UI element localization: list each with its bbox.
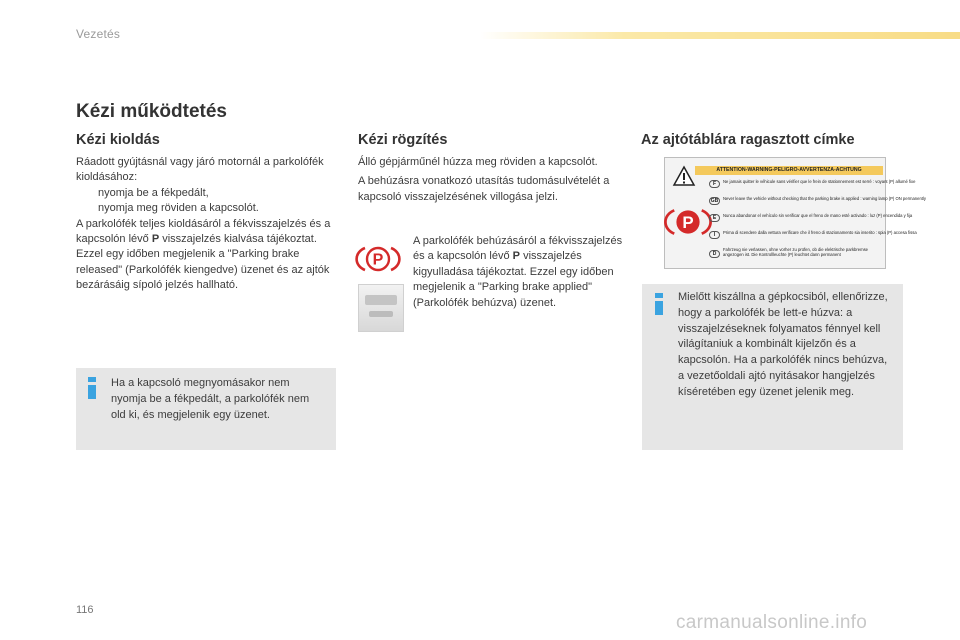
middle-heading: Kézi rögzítés: [358, 132, 448, 148]
watermark: carmanualsonline.info: [676, 612, 868, 633]
info-box-left: [76, 368, 336, 450]
section-label: Vezetés: [76, 27, 121, 41]
p-symbol-text: P: [151, 233, 160, 246]
sticker-row: Nunca abandonar el vehículo sin verificar que el freno de mano esté activado : luz (P) encendida y fija: [723, 213, 913, 218]
middle-para-part: A parkolófék behúzásáról a fékvisszajelzés és a kapcsolón lévő: [413, 235, 623, 263]
sticker-row: Prima di scendere dalla vettura verificare che il freno di stazionamento sia inserito : spia (P) accesa fissa: [723, 230, 917, 235]
info-box-right: [642, 284, 903, 450]
warning-triangle-icon: [673, 166, 695, 186]
left-release-paragraph: [76, 217, 338, 294]
sticker-row: Fahrzeug nie verlassen, ohne vorher zu prüfen, ob die elektrische parkbremse angezogen ist. Die Kontrollleuchte (P) leuchtet dann permanent: [723, 247, 869, 257]
sticker-header: ATTENTION-WARNING-PELIGRO-AVVERTENZA-ACHTUNG: [695, 166, 883, 175]
left-para-part: visszajelzés kialvása tájékoztat. Ezzel egy időben megjelenik a "Parking brake released" (Parkolófék kiengedve) üzenet és az ajtók bezárásáig sípoló jelzés hallható.: [76, 233, 330, 292]
list-item: [76, 186, 338, 201]
arrow-bullet-icon: [76, 186, 98, 201]
sticker-row: Never leave the vehicle without checking that the parking brake is applied : warning lamp (P) ON permanently: [723, 196, 926, 201]
right-heading: Az ajtótáblára ragasztott címke: [641, 132, 855, 148]
sticker-row: Ne jamais quitter le véhicule sans vérifier que le frein de stationnement est serré : voyant (P) allumé fixe: [723, 179, 916, 184]
list-item-text: nyomja be a fékpedált,: [98, 186, 209, 199]
middle-para-part: visszajelzés kigyulladása tájékoztat. Ezzel egy időben megjelenik a "Parking brake applied" (Parkolófék behúzva) üzenet.: [413, 250, 614, 309]
arrow-bullet-icon: [76, 201, 98, 216]
page-number: 116: [76, 604, 94, 616]
lang-badge: I: [709, 231, 720, 239]
list-item-text: nyomja meg röviden a kapcsolót.: [98, 202, 259, 215]
lang-badge: F: [709, 180, 720, 188]
middle-para-1: Álló gépjárműnél húzza meg röviden a kapcsolót.: [358, 156, 598, 168]
lang-badge: GB: [710, 198, 719, 204]
left-intro: Ráadott gyújtásnál vagy járó motornál a parkolófék kioldásához:: [76, 156, 324, 184]
left-body: [76, 155, 338, 294]
middle-body: [358, 155, 620, 205]
middle-para-2: A behúzásra vonatkozó utasítás tudomásulvételét a kapcsoló visszajelzésének villogása jelzi.: [358, 175, 610, 203]
sticker-p-letter: P: [682, 212, 694, 232]
switch-console-image: [358, 284, 404, 332]
door-label-sticker-image: [664, 157, 926, 269]
list-item: [76, 201, 338, 216]
p-symbol-text: P: [512, 250, 521, 263]
left-heading: Kézi kioldás: [76, 132, 160, 148]
info-text-right: Mielőtt kiszállna a gépkocsiból, ellenőrizze, hogy a parkolófék be lett-e húzva: a visszajelzéseknek folyamatos fénnyel kell világítaniuk a kombinált kijelzőn és a kapcsolón. Ha a parkolófék nincs behúzva, a vezetőoldali ajtó nyitásakor hangjelzés kíséretében egy üzenet jelenik meg.: [678, 291, 888, 398]
header-accent-bar: [480, 32, 960, 39]
page-title: Kézi működtetés: [76, 101, 227, 122]
info-text-left: Ha a kapcsoló megnyomásakor nem nyomja be a fékpedált, a parkolófék nem old ki, és megjelenik egy üzenet.: [111, 377, 310, 421]
parking-brake-p-icon: [360, 244, 396, 274]
lang-badge: D: [709, 250, 720, 258]
middle-apply-paragraph: [413, 234, 625, 311]
p-icon-letter: P: [372, 251, 384, 269]
lang-badge: E: [709, 214, 720, 222]
sticker-p-icon: [669, 206, 707, 238]
left-para-part: A parkolófék teljes kioldásáról a fékvisszajelzés és a kapcsolón lévő: [76, 217, 331, 246]
